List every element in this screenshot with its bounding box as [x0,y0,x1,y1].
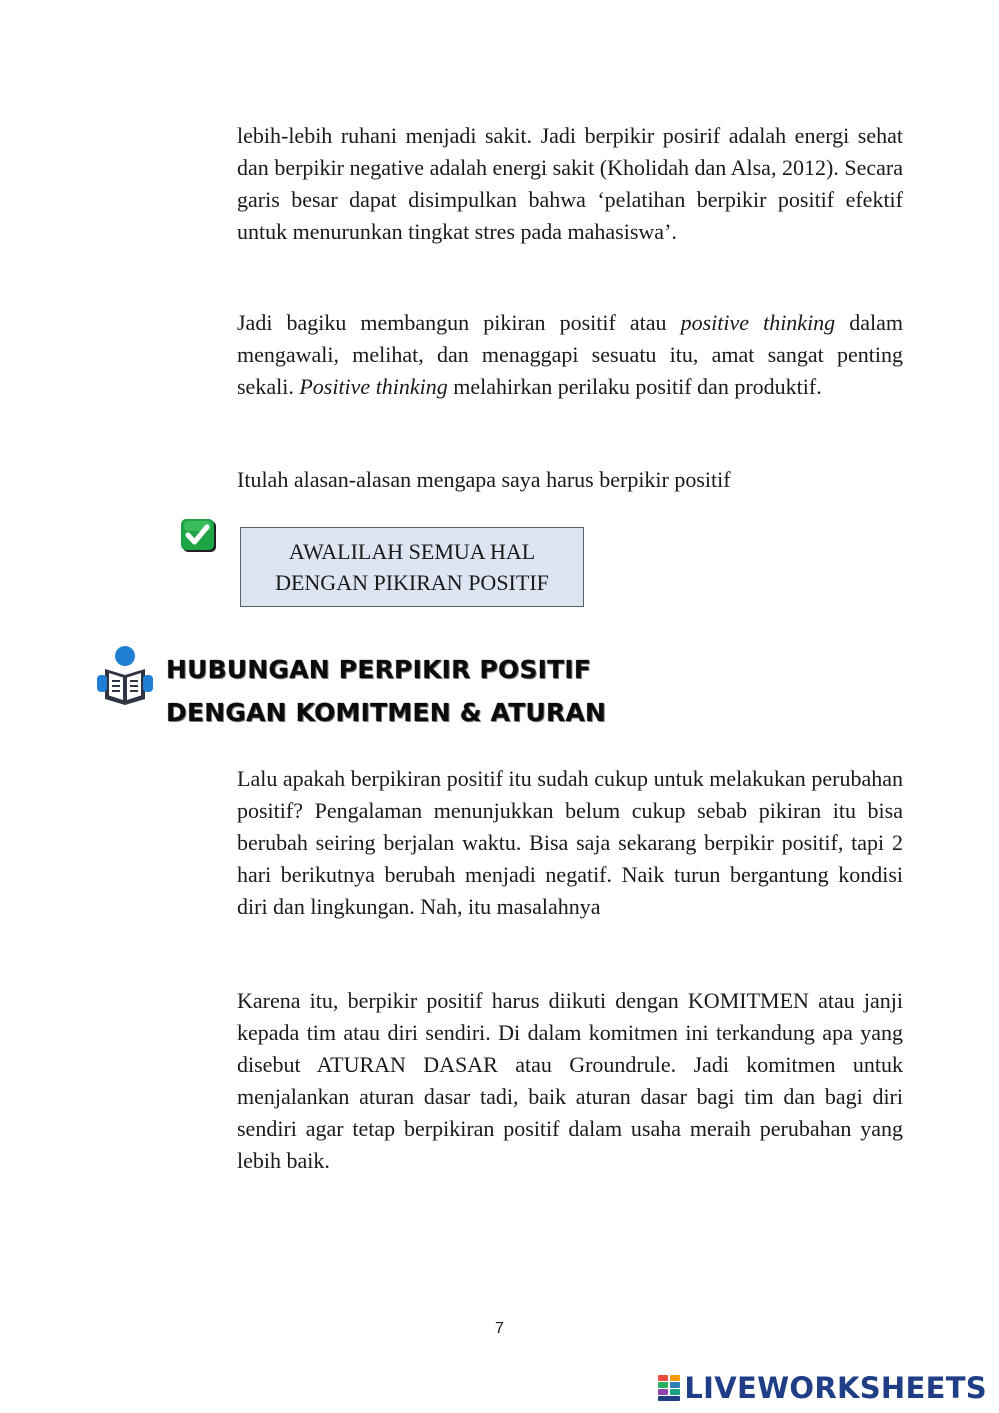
section-heading-line-2: DENGAN KOMITMEN & ATURAN [166,698,607,727]
paragraph-2-italic-a: positive thinking [680,310,836,335]
liveworksheets-wordmark: LIVEWORKSHEETS [684,1371,987,1405]
paragraph-2-italic-b: Positive thinking [299,374,448,399]
paragraph-2-text-c: melahirkan perilaku positif dan produktif. [447,374,822,399]
callout-line-2: DENGAN PIKIRAN POSITIF [275,570,549,595]
paragraph-5: Karena itu, berpikir positif harus diikuti dengan KOMITMEN atau janji kepada tim atau diri sendiri. Di dalam komitmen ini terkandung apa yang disebut ATURAN DASAR atau Groundrule. Jadi komitmen untuk menjalankan aturan dasar tadi, baik aturan dasar bagi tim dan bagi diri sendiri agar tetap berpikiran positif dalam usaha meraih perubahan yang lebih baik. [237,988,903,1173]
section-heading [166,648,606,734]
paragraph-4: Lalu apakah berpikiran positif itu sudah cukup untuk melakukan perubahan positif? Pengalaman menunjukkan belum cukup sebab pikiran itu bisa berubah seiring berjalan waktu. Bisa saja sekarang berpikir positif, tapi 2 hari berikutnya berubah menjadi negatif. Naik turun bergantung kondisi diri dan lingkungan. Nah, itu masalahnya [237,766,903,919]
paragraph-2 [237,307,903,403]
paragraph-2-text-b: dalam mengawali, melihat, dan menaggapi sesuatu itu, amat sangat penting sekali. [237,310,903,399]
liveworksheets-brand [658,1372,987,1404]
paragraph-1: lebih-lebih ruhani menjadi sakit. Jadi berpikir posirif adalah energi sehat dan berpikir negative adalah energi sakit (Kholidah dan Alsa, 2012). Secara garis besar dapat disimpulkan bahwa ‘pelatihan berpikir positif efektif untuk menurunkan tingkat stres pada mahasiswa’. [237,123,903,244]
reader-icon [96,645,154,707]
page-number: 7 [495,1320,504,1337]
callout-line-1: AWALILAH SEMUA HAL [288,539,536,564]
check-icon [180,518,218,554]
callout-box [240,527,584,607]
paragraph-2-text-a: Jadi bagiku membangun pikiran positif atau [237,310,681,335]
section-heading-line-1: HUBUNGAN PERPIKIR POSITIF [166,655,592,684]
paragraph-3: Itulah alasan-alasan mengapa saya harus berpikir positif [237,467,731,492]
liveworksheets-logo-icon [658,1375,680,1401]
